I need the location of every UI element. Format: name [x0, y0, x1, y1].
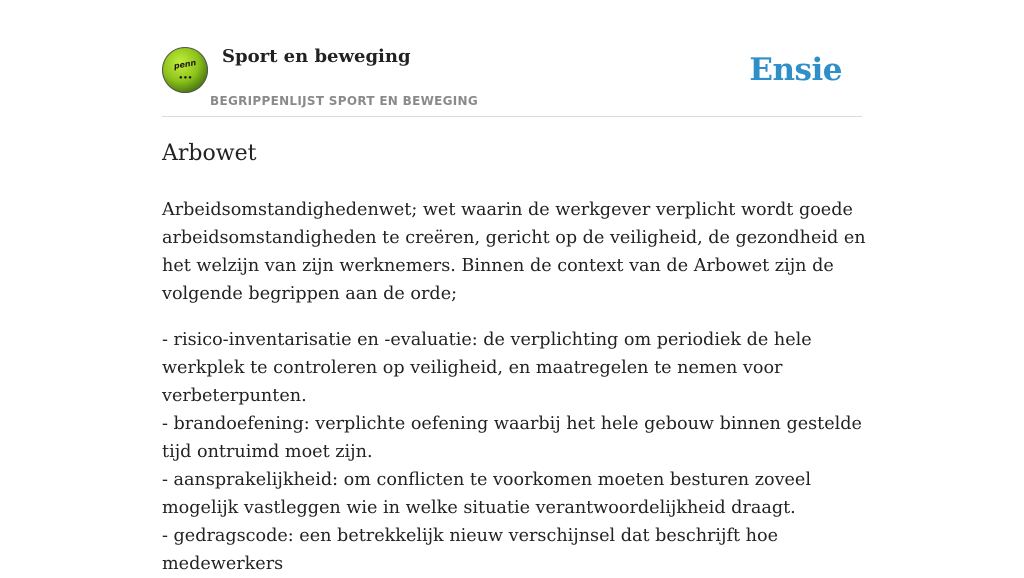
- article: [162, 138, 868, 578]
- site-subtitle[interactable]: BEGRIPPENLIJST SPORT EN BEWEGING: [210, 94, 479, 108]
- avatar-dots: ●●●: [179, 75, 193, 81]
- page-title: Arbowet: [162, 141, 257, 166]
- brand-logo[interactable]: Ensie: [749, 52, 842, 88]
- avatar[interactable]: [162, 47, 208, 93]
- header: [162, 44, 862, 117]
- site-title[interactable]: Sport en beweging: [222, 46, 411, 67]
- list-item: - brandoefening: verplichte oefening waarbij het hele gebouw binnen gestelde tijd ontruimd moet zijn.: [162, 414, 862, 462]
- list-item: - risico-inventarisatie en -evaluatie: de verplichting om periodiek de hele werkplek te controleren op veiligheid, en maatregelen te nemen voor verbeterpunten.: [162, 330, 812, 406]
- intro-paragraph: Arbeidsomstandighedenwet; wet waarin de werkgever verplicht wordt goede arbeidsomstandigheden te creëren, gericht op de veiligheid, de gezondheid en het welzijn van zijn werknemers. Binnen de context van de Arbowet zijn de volgende begrippen aan de orde;: [162, 200, 866, 304]
- definition-list: [162, 326, 868, 578]
- list-item: - gedragscode: een betrekkelijk nieuw verschijnsel dat beschrijft hoe medewerkers: [162, 526, 779, 574]
- list-item: - aansprakelijkheid: om conflicten te voorkomen moeten besturen zoveel mogelijk vastleggen wie in welke situatie verantwoordelijkheid draagt.: [162, 470, 811, 518]
- tennis-ball-icon: penn: [173, 58, 197, 71]
